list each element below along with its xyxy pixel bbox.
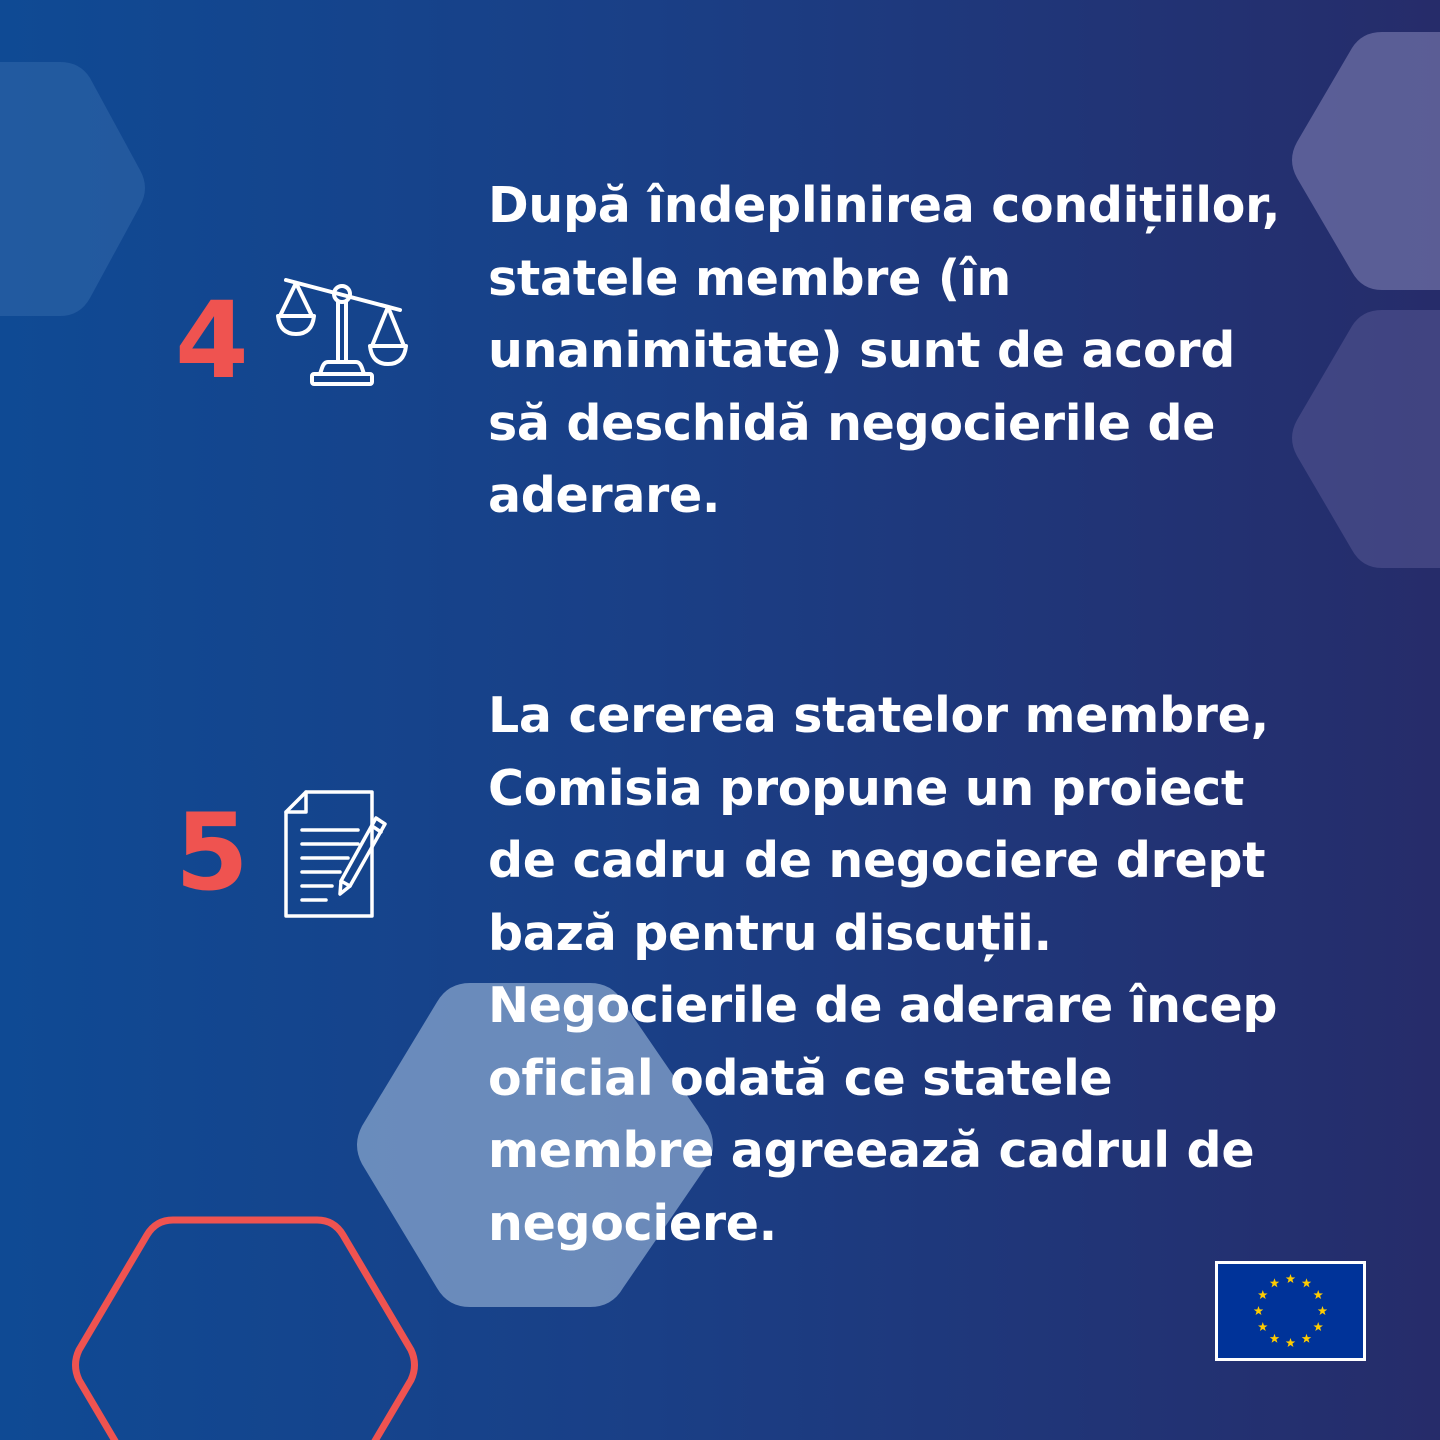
- hexagon-middle-right-decoration: [1292, 310, 1440, 568]
- step-number-5: 5: [175, 791, 249, 914]
- hexagon-outline-bottom-decoration: [76, 1220, 415, 1440]
- step-5-description: La cererea statelor membre, Comisia propune un proiect de cadru de negociere drept bază pentru discuții. Negocierile de aderare încep oficial odată ce statele membre agreează cadrul de negociere.: [488, 687, 1278, 1252]
- step-number-4: 4: [175, 279, 249, 402]
- scales-of-justice-icon: [272, 272, 412, 392]
- hexagon-top-right-decoration: [1292, 32, 1440, 290]
- document-signing-icon: [282, 788, 392, 923]
- eu-flag-icon: [1215, 1261, 1366, 1361]
- step-4-description: După îndeplinirea condițiilor, statele membre (în unanimitate) sunt de acord să deschidă negocierile de aderare.: [488, 177, 1281, 524]
- hexagon-top-left-decoration: [0, 62, 145, 316]
